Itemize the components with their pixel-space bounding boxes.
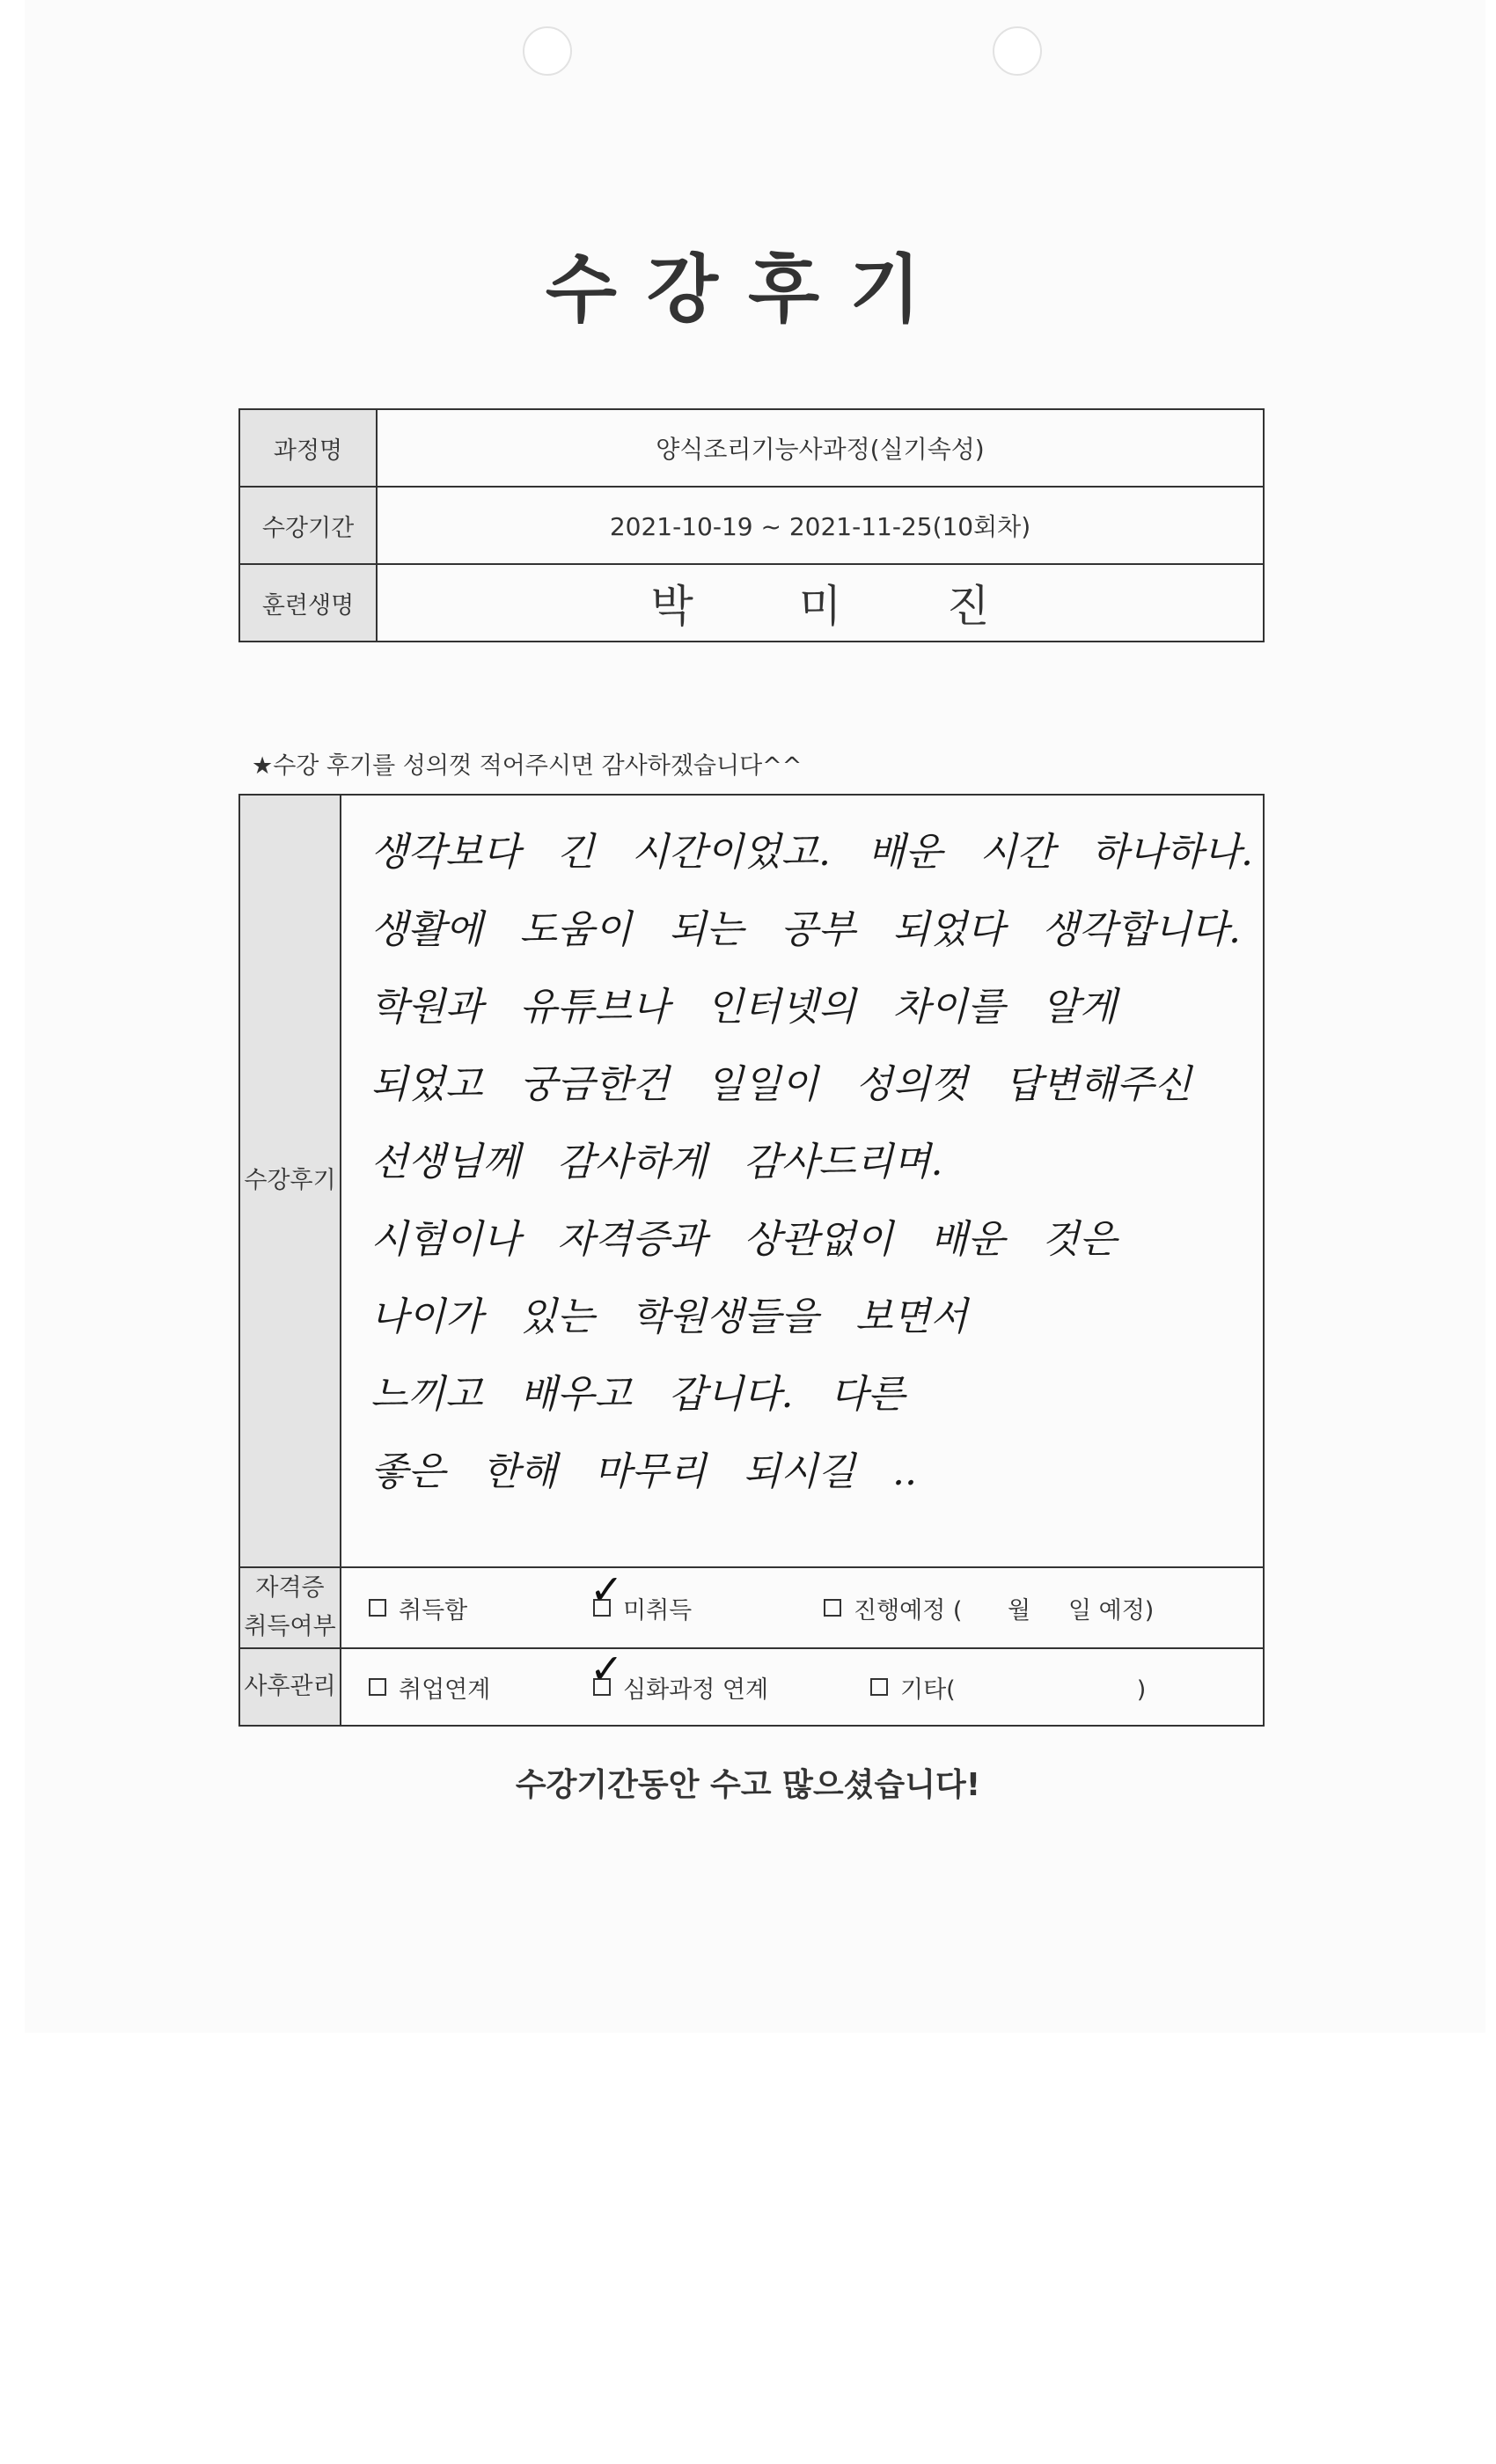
- trainee-name-char: 박: [650, 581, 693, 632]
- cert-label-line: 자격증: [255, 1574, 325, 1602]
- after-option-other[interactable]: [870, 1670, 1146, 1705]
- check-mark-icon: ✓: [590, 1566, 624, 1613]
- after-label: 사후관리: [239, 1648, 341, 1726]
- course-label: 과정명: [239, 409, 377, 487]
- checkbox[interactable]: [824, 1599, 841, 1617]
- instruction-note: ★수강 후기를 성의껏 적어주시면 감사하겠습니다^^: [252, 752, 803, 780]
- review-line: 나이가 있는 학원생들을 보면서: [370, 1294, 968, 1339]
- trainee-name-char: 진: [947, 581, 990, 632]
- review-line: 느끼고 배우고 갑니다. 다른: [370, 1372, 906, 1417]
- review-line: 시험이나 자격증과 상관없이 배운 것은: [370, 1217, 1118, 1262]
- checkbox[interactable]: [870, 1678, 888, 1696]
- after-option-advanced[interactable]: [590, 1645, 870, 1705]
- info-table: [238, 408, 1265, 642]
- checkbox-checked[interactable]: [590, 1645, 624, 1696]
- checkbox[interactable]: [369, 1599, 386, 1617]
- after-option-label: 취업연계: [399, 1676, 491, 1704]
- punch-hole: [523, 26, 572, 76]
- review-line: 생활에 도움이 되는 공부 되었다 생각합니다.: [370, 907, 1242, 952]
- review-line: 되었고 궁금한건 일일이 성의껏 답변해주신: [370, 1062, 1192, 1107]
- review-line: 학원과 유튜브나 인터넷의 차이를 알게: [370, 985, 1118, 1030]
- check-mark-icon: ✓: [590, 1645, 624, 1692]
- after-options: [341, 1645, 1264, 1726]
- cert-option-scheduled[interactable]: [824, 1591, 1154, 1625]
- page-title: 수강후기: [545, 246, 951, 333]
- trainee-name: [377, 564, 1264, 642]
- review-line: 생각보다 긴 시간이었고. 배운 시간 하나하나.: [370, 830, 1253, 875]
- review-label: 수강후기: [239, 795, 341, 1567]
- closing-message: 수강기간동안 수고 많으셨습니다!: [515, 1767, 981, 1803]
- course-value: 양식조리기능사과정(실기속성): [377, 409, 1264, 487]
- after-option-label: 심화과정 연계: [623, 1676, 769, 1704]
- after-option-label: 기타( ): [900, 1676, 1147, 1704]
- review-line: 좋은 한해 마무리 되시길 ..: [370, 1449, 917, 1494]
- punch-hole: [993, 26, 1042, 76]
- period-value: 2021-10-19 ~ 2021-11-25(10회차): [377, 487, 1264, 564]
- period-label: 수강기간: [239, 487, 377, 564]
- trainee-name-char: 미: [798, 581, 842, 632]
- cert-label-line: 취득여부: [244, 1613, 336, 1640]
- cert-label: [239, 1567, 341, 1648]
- checkbox[interactable]: [369, 1678, 386, 1696]
- checkbox-checked[interactable]: [590, 1566, 624, 1617]
- review-table: [238, 794, 1265, 1727]
- trainee-label: 훈련생명: [239, 564, 377, 642]
- cert-options: [341, 1567, 1264, 1648]
- cert-option-acquired[interactable]: [369, 1591, 593, 1625]
- after-option-employment[interactable]: [369, 1670, 593, 1705]
- cert-option-not-acquired[interactable]: [590, 1566, 824, 1625]
- review-content: [341, 795, 1264, 1567]
- cert-option-label: 취득함: [399, 1596, 468, 1624]
- review-line: 선생님께 감사하게 감사드리며.: [370, 1140, 943, 1184]
- cert-option-label: 진행예정 ( 월 일 예정): [854, 1596, 1155, 1624]
- cert-option-label: 미취득: [623, 1596, 693, 1624]
